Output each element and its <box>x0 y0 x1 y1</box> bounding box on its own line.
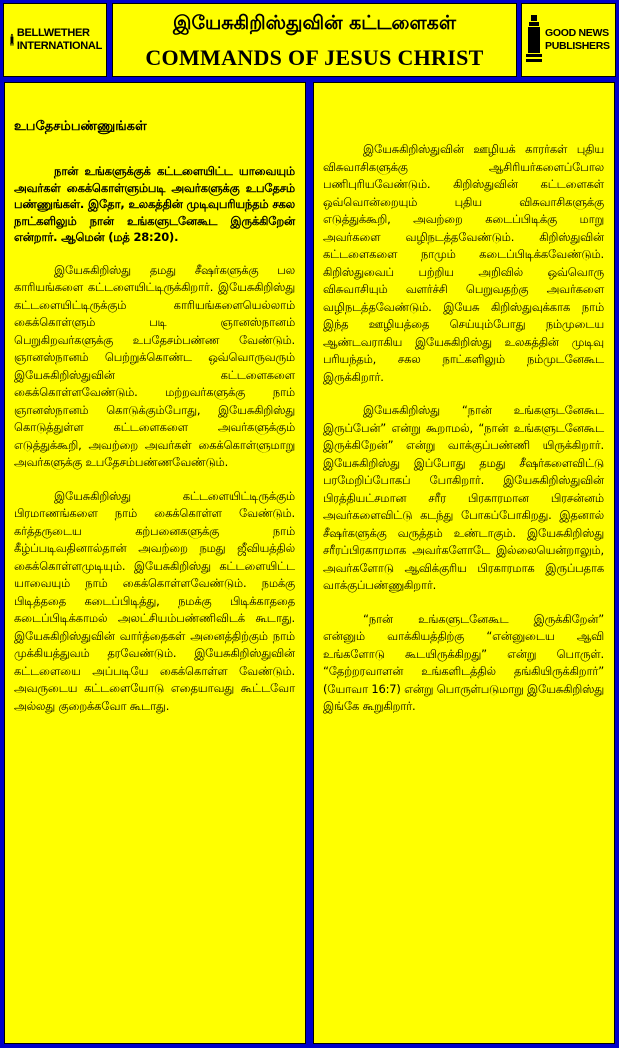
bellwether-tower-icon <box>10 15 14 65</box>
section-heading: உபதேசம்பண்ணுங்கள் <box>14 119 147 134</box>
page-title-banner <box>112 3 517 77</box>
bellwether-logo-text: BELLWETHER INTERNATIONAL <box>16 27 102 52</box>
right-column <box>313 82 615 1044</box>
paragraph: இயேசுகிறிஸ்து தமது சீஷர்களுக்கு பல காரியங்களை கட்டளையிட்டிருக்கிறார். இயேசுகிறிஸ்து கட்டளையிட்டிருக்கும் காரியங்களையெல்லாம் கைக்கொள்ளும் படி ஞானஸ்நானம் பெறுகிறவர்களுக்கு உபதேசம்பண்ண வேண்டும். ஞானஸ்நானம் பெற்றுக்கொண்ட ஒவ்வொருவரும் இயேசுகிறிஸ்துவின் கட்டளைகளை கைக்கொள்ளவேண்டும். மற்றவர்களுக்கு நாம் ஞானஸ்நானம் கொடுக்கும்போது, இயேசுகிறிஸ்து கொடுத்துள்ள கட்டளைகளை அவர்களுக்கும் எடுத்துக்கூறி, அவற்றை அவர்கள் கைக்கொள்ளுமாறு அவர்களுக்கு உபதேசம்பண்ணவேண்டும். <box>14 262 295 469</box>
paragraph: இயேசுகிறிஸ்து “நான் உங்களுடனேகூட இருப்பேன்” என்று கூறாமல், “நான் உங்களுடனேகூட இருக்கிறேன்” என்று வாக்குப்பண்ணி யிருக்கிறார். இயேசுகிறிஸ்து இப்போது தமது சீஷர்களைவிட்டு பரமேறிப்போகப் போகிறார். இயேசுகிறிஸ்துவின் பிரத்தியட்சமான சரீர பிரகாரமான பிரசன்னம் அவர்களைவிட்டு கடந்து போகப்போகிறது. இதனால் சீஷர்களுக்கு வருத்தம் உண்டாகும். இயேசுகிறிஸ்து சரீரப்பிரகாரமாக அவர்களோடே இல்லையென்றாலும், அவர்களோடு ஆவிக்குரிய பிரகாரமாக இருப்பதாக வாக்குப்பண்ணுகிறார். <box>323 403 604 592</box>
good-news-logo-text: GOOD NEWS PUBLISHERS <box>545 27 610 52</box>
good-news-tower-icon <box>526 15 542 65</box>
paragraph: இயேசுகிறிஸ்து கட்டளையிட்டிருக்கும் பிரமாணங்களை நாம் கைக்கொள்ள வேண்டும். கர்த்தருடைய கற்பனைகளுக்கு நாம் கீழ்ப்படிவதினால்தான் அவற்றை நமது ஜீவியத்தில் கைக்கொள்ளமுடியும். இயேசுகிறிஸ்து கட்டளையிட்ட யாவையும் நாம் கைக்கொள்ளவேண்டும். நமக்கு பிடித்ததை கடைப்பிடித்து, நமக்கு பிடிக்காததை கடைப்பிடிக்காமல் அலட்சியம்பண்ணிவிடக் கூடாது. இயேசுகிறிஸ்துவின் வார்த்தைகள் அனைத்திற்கும் நாம் முக்கியத்துவம் தரவேண்டும். இயேசுகிறிஸ்துவின் கட்டளையை அப்படியே கைக்கொள்ள வேண்டும். அவருடைய கட்டளையோடு எதையாவது கூட்டவோ அல்லது குறைக்கவோ கூடாது. <box>14 488 295 713</box>
bellwether-logo <box>3 3 107 77</box>
paragraph: “நான் உங்களுடனேகூட இருக்கிறேன்” என்னும் வாக்கியத்திற்கு “என்னுடைய ஆவி உங்களோடு கூடயிருக்கிறது” என்று பொருள். “தேற்றரவாளன் உங்களிடத்தில் தங்கியிருக்கிறார்” (யோவா 16:7) என்று பொருள்படுமாறு இயேசுகிறிஸ்து இங்கே கூறுகிறார். <box>323 611 605 713</box>
page-title-english: COMMANDS OF JESUS CHRIST <box>145 45 484 70</box>
left-column <box>4 82 306 1044</box>
page-title-tamil: இயேசுகிறிஸ்துவின் கட்டளைகள் <box>173 12 456 34</box>
scripture-quote: நான் உங்களுக்குக் கட்டளையிட்ட யாவையும் அவர்கள் கைக்கொள்ளும்படி அவர்களுக்கு உபதேசம் பண்ணுங்கள். இதோ, உலகத்தின் முடிவுபரியந்தம் சகல நாட்களிலும் நான் உங்களுடனேகூட இருக்கிறேன் என்றார். ஆமென் (மத் 28:20). <box>14 164 295 244</box>
paragraph: இயேசுகிறிஸ்துவின் ஊழியக் காரர்கள் புதிய விசுவாசிகளுக்கு ஆசிரியர்களைப்போல பணிபுரியவேண்டும். கிறிஸ்துவின் கட்டளைகள் ஒவ்வொன்றையும் புதிய விசுவாசிகளுக்கு எடுத்துக்கூறி, அவற்றை கடைப்பிடிக்கு மாறு அவர்களை வழிநடத்தவேண்டும். கிறிஸ்துவின் கட்டளைகளை நாமும் கடைப்பிடிக்கவேண்டும். கிறிஸ்துவைப் பற்றிய அறிவில் ஒவ்வொரு விசுவாசியும் வளர்ச்சி பெறுவதற்கு அவர்களை வழிநடத்தவேண்டும். இயேசு கிறிஸ்துவுக்காக நாம் இந்த ஊழியத்தை செய்யும்போது நம்முடைய ஆண்டவராகிய இயேசுகிறிஸ்து உலகத்தின் முடிவு பரியந்தம், சகல நாட்களிலும் நம்முடனேகூட இருக்கிறார். <box>323 142 604 384</box>
good-news-logo <box>521 3 616 77</box>
